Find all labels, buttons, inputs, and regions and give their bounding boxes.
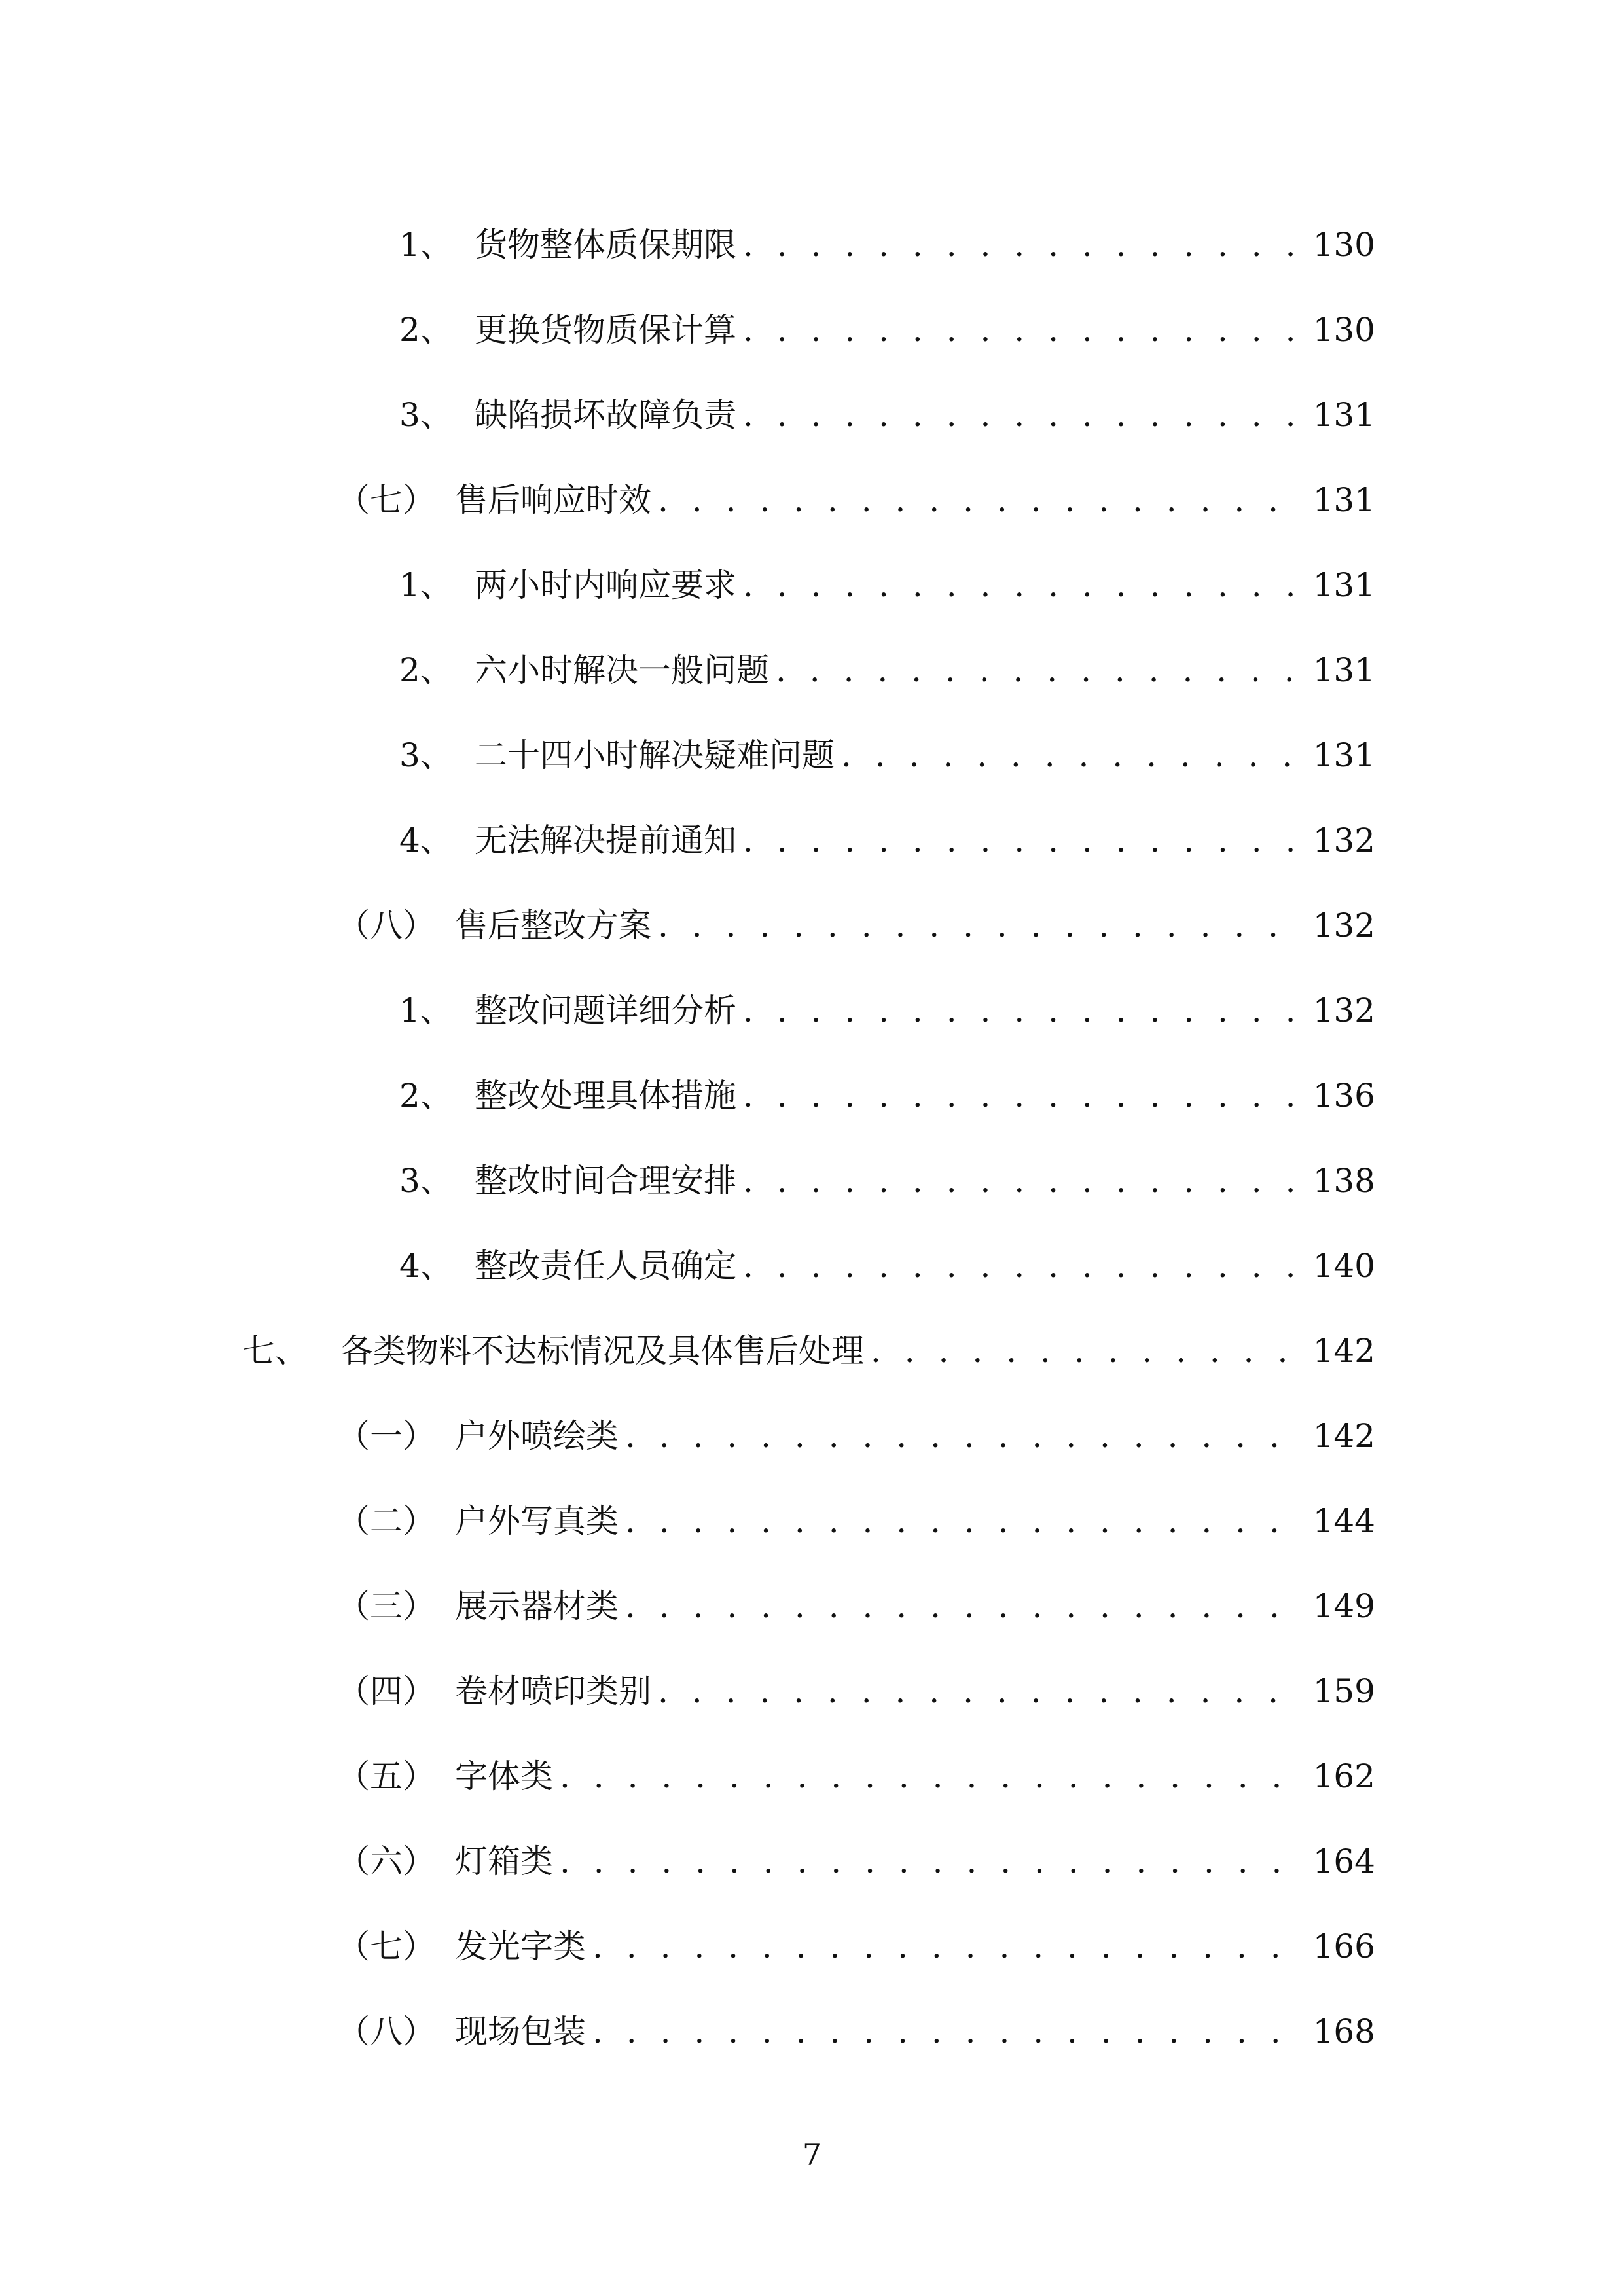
- toc-entry-page-number: 136: [1312, 1077, 1375, 1115]
- toc-entry-title: 二十四小时解决疑难问题: [475, 736, 835, 774]
- dot-leader: [743, 1246, 1298, 1285]
- toc-entry-page-number: 131: [1312, 566, 1375, 604]
- toc-entry-title: 展示器材类: [455, 1587, 619, 1625]
- toc-entry-title: 更换货物质保计算: [475, 311, 736, 349]
- toc-entry-line: [455, 1757, 1375, 1796]
- dot-leader: [592, 2012, 1298, 2051]
- toc-entry-title: 字体类: [455, 1757, 553, 1795]
- toc-entry[interactable]: [0, 883, 1624, 968]
- toc-entry-line: [475, 565, 1375, 605]
- toc-entry-page-number: 162: [1312, 1757, 1375, 1795]
- toc-entry-page-number: 142: [1312, 1332, 1375, 1370]
- toc-entry-title: 六小时解决一般问题: [475, 651, 769, 689]
- toc-entry[interactable]: [0, 968, 1624, 1053]
- dot-leader: [658, 1672, 1298, 1711]
- toc-entry[interactable]: [0, 1819, 1624, 1904]
- toc-entry-page-number: 159: [1312, 1672, 1375, 1710]
- toc-entry[interactable]: [0, 1564, 1624, 1649]
- toc-entry-line: [475, 821, 1375, 860]
- toc-entry[interactable]: [0, 1734, 1624, 1819]
- toc-entry-number: 2、: [399, 1077, 453, 1115]
- toc-entry-title: 整改处理具体措施: [475, 1077, 736, 1115]
- toc-entry[interactable]: [0, 1649, 1624, 1734]
- toc-entry-number: 1、: [399, 992, 453, 1030]
- toc-entry-line: [455, 1927, 1375, 1966]
- toc-entry-page-number: 130: [1312, 311, 1375, 349]
- toc-entry-title: 售后整改方案: [455, 906, 651, 944]
- toc-entry-line: [475, 310, 1375, 350]
- toc-entry[interactable]: [0, 1223, 1624, 1308]
- toc-entry-line: [475, 651, 1375, 690]
- toc-entry[interactable]: [0, 1393, 1624, 1479]
- toc-entry-page-number: 168: [1312, 2013, 1375, 2051]
- toc-entry[interactable]: [0, 798, 1624, 883]
- toc-entry[interactable]: [0, 1904, 1624, 1989]
- toc-entry[interactable]: [0, 1053, 1624, 1138]
- page-number: 7: [802, 2137, 822, 2172]
- toc-entry-page-number: 131: [1312, 396, 1375, 434]
- toc-entry[interactable]: [0, 1308, 1624, 1393]
- toc-entry-number: 2、: [399, 651, 453, 689]
- dot-leader: [743, 991, 1298, 1030]
- dot-leader: [743, 310, 1298, 350]
- toc-entry-page-number: 131: [1312, 651, 1375, 689]
- toc-entry-line: [455, 1587, 1375, 1626]
- toc-entry-page-number: 166: [1312, 1928, 1375, 1965]
- toc-entry-page-number: 144: [1312, 1502, 1375, 1540]
- toc-entry-number: 1、: [399, 566, 453, 604]
- toc-entry-line: [340, 1331, 1375, 1371]
- toc-entry[interactable]: [0, 457, 1624, 543]
- toc-entry-number: （三）: [337, 1587, 435, 1625]
- toc-entry-number: 4、: [399, 1247, 453, 1285]
- toc-entry-title: 整改问题详细分析: [475, 992, 736, 1030]
- dot-leader: [560, 1757, 1298, 1796]
- toc-entry[interactable]: [0, 543, 1624, 628]
- toc-entry[interactable]: [0, 372, 1624, 457]
- toc-entry-title: 缺陷损坏故障负责: [475, 396, 736, 434]
- toc-entry-title: 户外喷绘类: [455, 1417, 619, 1455]
- toc-entry-number: （一）: [337, 1417, 435, 1455]
- toc-entry-number: 3、: [399, 396, 453, 434]
- dot-leader: [625, 1416, 1298, 1456]
- toc-entry-page-number: 132: [1312, 906, 1375, 944]
- toc-entry-line: [475, 736, 1375, 775]
- toc-entry-number: 2、: [399, 311, 453, 349]
- dot-leader: [625, 1501, 1298, 1541]
- dot-leader: [871, 1331, 1298, 1371]
- toc-entry-number: （二）: [337, 1502, 435, 1540]
- toc-entry-line: [455, 906, 1375, 945]
- dot-leader: [658, 906, 1298, 945]
- toc-entry-title: 两小时内响应要求: [475, 566, 736, 604]
- toc-entry-number: （四）: [337, 1672, 435, 1710]
- toc-entry[interactable]: [0, 628, 1624, 713]
- dot-leader: [776, 651, 1298, 690]
- toc-entry-page-number: 130: [1312, 226, 1375, 264]
- toc-entry-title: 现场包装: [455, 2013, 586, 2051]
- toc-entry-line: [455, 1842, 1375, 1881]
- toc-entry-number: 4、: [399, 821, 453, 859]
- toc-entry-line: [455, 1501, 1375, 1541]
- toc-entry-title: 卷材喷印类别: [455, 1672, 651, 1710]
- toc-entry-title: 货物整体质保期限: [475, 226, 736, 264]
- dot-leader: [743, 821, 1298, 860]
- dot-leader: [743, 1161, 1298, 1200]
- toc-entry-page-number: 132: [1312, 821, 1375, 859]
- toc-entry-line: [475, 1246, 1375, 1285]
- toc-entry-page-number: 138: [1312, 1162, 1375, 1200]
- toc-entry-number: （七）: [337, 1928, 435, 1965]
- toc-entry[interactable]: [0, 1479, 1624, 1564]
- toc-entry-number: 3、: [399, 1162, 453, 1200]
- dot-leader: [841, 736, 1298, 775]
- toc-entry-title: 发光字类: [455, 1928, 586, 1965]
- toc-entry-page-number: 142: [1312, 1417, 1375, 1455]
- dot-leader: [625, 1587, 1298, 1626]
- dot-leader: [743, 395, 1298, 435]
- toc-entry-page-number: 131: [1312, 736, 1375, 774]
- toc-entry-number: （七）: [337, 481, 435, 519]
- table-of-contents: [0, 202, 1624, 2074]
- toc-entry[interactable]: [0, 1138, 1624, 1223]
- toc-entry-page-number: 140: [1312, 1247, 1375, 1285]
- toc-entry-page-number: 131: [1312, 481, 1375, 519]
- toc-entry-line: [455, 1416, 1375, 1456]
- toc-entry[interactable]: [0, 1989, 1624, 2074]
- toc-entry-title: 无法解决提前通知: [475, 821, 736, 859]
- toc-entry-title: 灯箱类: [455, 1842, 553, 1880]
- toc-entry-line: [455, 2012, 1375, 2051]
- toc-entry-number: （六）: [337, 1842, 435, 1880]
- toc-entry-title: 户外写真类: [455, 1502, 619, 1540]
- toc-entry-number: 七、: [242, 1332, 308, 1370]
- toc-entry[interactable]: [0, 202, 1624, 287]
- toc-entry-line: [455, 1672, 1375, 1711]
- toc-entry-number: 1、: [399, 226, 453, 264]
- dot-leader: [743, 225, 1298, 264]
- toc-entry-line: [475, 1161, 1375, 1200]
- toc-entry-page-number: 149: [1312, 1587, 1375, 1625]
- dot-leader: [658, 480, 1298, 520]
- toc-entry-number: （八）: [337, 906, 435, 944]
- toc-entry-line: [475, 1076, 1375, 1115]
- toc-entry-title: 各类物料不达标情况及具体售后处理: [340, 1332, 864, 1370]
- toc-entry[interactable]: [0, 713, 1624, 798]
- toc-entry-line: [475, 395, 1375, 435]
- dot-leader: [743, 1076, 1298, 1115]
- toc-entry-number: （五）: [337, 1757, 435, 1795]
- toc-entry-title: 整改时间合理安排: [475, 1162, 736, 1200]
- toc-entry-title: 售后响应时效: [455, 481, 651, 519]
- toc-entry-line: [475, 225, 1375, 264]
- dot-leader: [743, 565, 1298, 605]
- toc-entry-page-number: 164: [1312, 1842, 1375, 1880]
- dot-leader: [592, 1927, 1298, 1966]
- toc-entry-title: 整改责任人员确定: [475, 1247, 736, 1285]
- toc-entry-line: [455, 480, 1375, 520]
- toc-entry-line: [475, 991, 1375, 1030]
- toc-entry-page-number: 132: [1312, 992, 1375, 1030]
- toc-entry[interactable]: [0, 287, 1624, 372]
- dot-leader: [560, 1842, 1298, 1881]
- toc-entry-number: （八）: [337, 2013, 435, 2051]
- toc-entry-number: 3、: [399, 736, 453, 774]
